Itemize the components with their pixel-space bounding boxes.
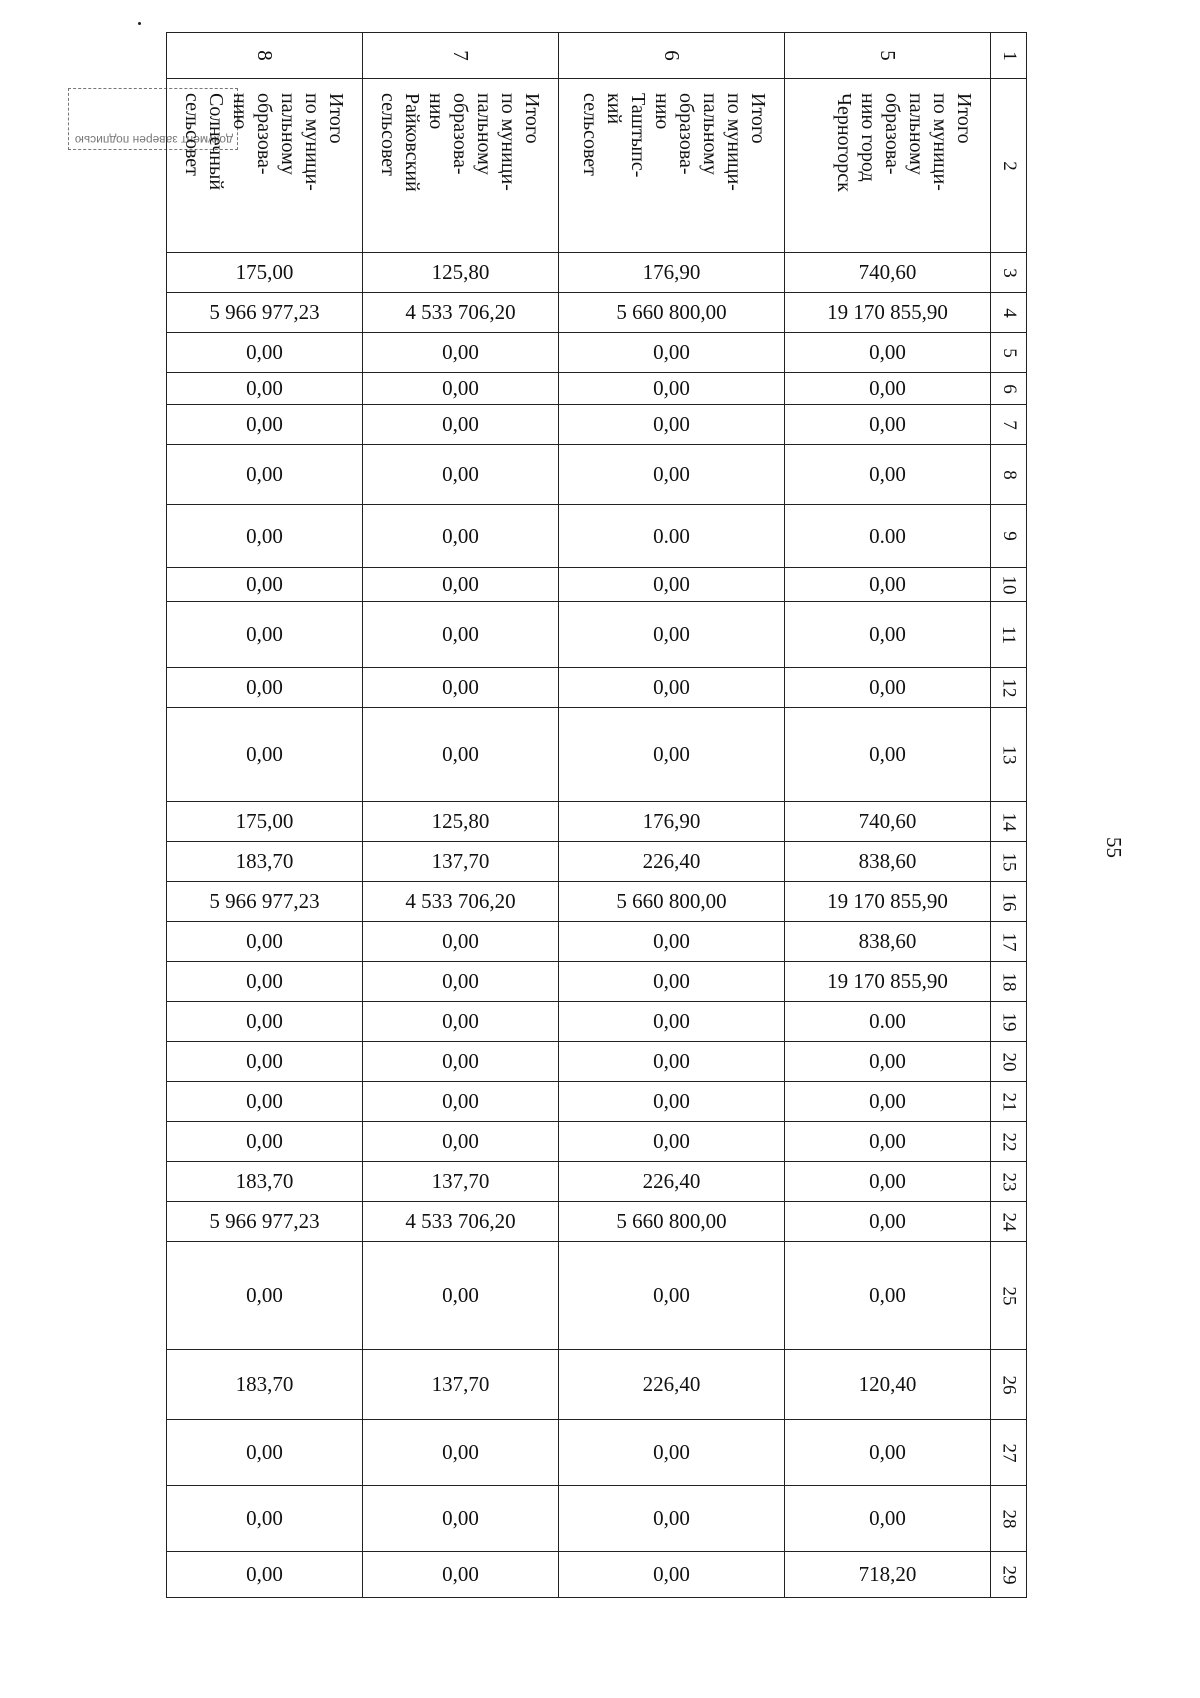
table-cell: 0,00: [559, 1122, 785, 1162]
table-row: [167, 405, 1027, 445]
table-cell: 0,00: [167, 962, 363, 1002]
row-number: 19: [991, 1002, 1027, 1042]
table-row: [167, 373, 1027, 405]
row-number: 11: [991, 602, 1027, 668]
table-cell: 0,00: [363, 708, 559, 802]
table-cell: 183,70: [167, 1162, 363, 1202]
row-number: 16: [991, 882, 1027, 922]
table-cell: 0,00: [167, 1552, 363, 1598]
column-number-row: [167, 33, 1027, 79]
table-row: [167, 1162, 1027, 1202]
table-row: [167, 668, 1027, 708]
table-cell: 0,00: [363, 505, 559, 568]
table-cell: 0,00: [167, 1242, 363, 1350]
table-row: [167, 1350, 1027, 1420]
table-cell: 183,70: [167, 842, 363, 882]
table-row: [167, 1002, 1027, 1042]
table-cell: 125,80: [363, 802, 559, 842]
table-cell: 19 170 855,90: [785, 962, 991, 1002]
table-cell: 0,00: [167, 708, 363, 802]
table-cell: 838,60: [785, 922, 991, 962]
table-row: [167, 568, 1027, 602]
row-number: 10: [991, 568, 1027, 602]
row-number: 20: [991, 1042, 1027, 1082]
table-cell: 0.00: [785, 505, 991, 568]
row-number: 22: [991, 1122, 1027, 1162]
table-cell: 0,00: [785, 708, 991, 802]
table-cell: 0,00: [559, 373, 785, 405]
column-number: 6: [559, 33, 785, 79]
table-cell: 0,00: [167, 333, 363, 373]
header-cell: Итого по муници- пальному образова- нию город Черногорск: [785, 79, 991, 253]
table-row: [167, 505, 1027, 568]
table-cell: 0,00: [559, 405, 785, 445]
table-row: [167, 1486, 1027, 1552]
table-cell: 176,90: [559, 802, 785, 842]
table-cell: 4 533 706,20: [363, 1202, 559, 1242]
table-cell: 5 966 977,23: [167, 1202, 363, 1242]
header-cell: Итого по муници- пальному образова- нию Солнечный сельсовет: [167, 79, 363, 253]
table-cell: 19 170 855,90: [785, 293, 991, 333]
table-cell: 0,00: [559, 1486, 785, 1552]
table-row: [167, 842, 1027, 882]
row-number: 3: [991, 253, 1027, 293]
table-cell: 0,00: [559, 568, 785, 602]
table-cell: 0,00: [363, 1552, 559, 1598]
table-cell: 175,00: [167, 253, 363, 293]
table-cell: 0,00: [785, 1486, 991, 1552]
row-number: 5: [991, 333, 1027, 373]
table-cell: 19 170 855,90: [785, 882, 991, 922]
row-number: 15: [991, 842, 1027, 882]
table-cell: 0,00: [559, 1002, 785, 1042]
table-cell: 0,00: [559, 962, 785, 1002]
table-cell: 226,40: [559, 1162, 785, 1202]
table-cell: 0,00: [785, 405, 991, 445]
row-number: 14: [991, 802, 1027, 842]
table-row: [167, 1242, 1027, 1350]
table-cell: 0.00: [785, 1002, 991, 1042]
table-cell: 183,70: [167, 1350, 363, 1420]
table-cell: 0,00: [363, 1042, 559, 1082]
table-row: [167, 962, 1027, 1002]
table-cell: 0,00: [363, 922, 559, 962]
table-cell: 0,00: [167, 373, 363, 405]
table-row: [167, 1552, 1027, 1598]
table-cell: 125,80: [363, 253, 559, 293]
table-cell: 0,00: [785, 1162, 991, 1202]
table-cell: 4 533 706,20: [363, 882, 559, 922]
table-cell: 0,00: [363, 1242, 559, 1350]
table-cell: 0.00: [559, 505, 785, 568]
table-cell: 0,00: [363, 668, 559, 708]
table-cell: 0,00: [785, 1202, 991, 1242]
row-number: 6: [991, 373, 1027, 405]
table-cell: 0,00: [785, 668, 991, 708]
table-cell: 0,00: [167, 1042, 363, 1082]
row-number: 25: [991, 1242, 1027, 1350]
table-row: [167, 293, 1027, 333]
table-cell: 0,00: [785, 445, 991, 505]
table-row: [167, 1082, 1027, 1122]
table-row: [167, 1042, 1027, 1082]
table-row: [167, 602, 1027, 668]
table-row: [167, 802, 1027, 842]
table-cell: 0,00: [363, 333, 559, 373]
table-cell: 5 966 977,23: [167, 293, 363, 333]
table-cell: 175,00: [167, 802, 363, 842]
header-cell: Итого по муници- пальному образова- нию Таштыпс- кий сельсовет: [559, 79, 785, 253]
table-cell: 0,00: [559, 1242, 785, 1350]
table-cell: 5 660 800,00: [559, 882, 785, 922]
table-cell: 718,20: [785, 1552, 991, 1598]
table-cell: 5 966 977,23: [167, 882, 363, 922]
table-cell: 0,00: [559, 922, 785, 962]
table-cell: 0,00: [559, 1082, 785, 1122]
table-cell: 740,60: [785, 253, 991, 293]
table-cell: 0,00: [167, 1082, 363, 1122]
table-cell: 0,00: [363, 1082, 559, 1122]
row-number: 9: [991, 505, 1027, 568]
table-cell: 0,00: [167, 405, 363, 445]
table-cell: 0,00: [559, 1042, 785, 1082]
table-cell: 0,00: [785, 1082, 991, 1122]
row-number: 24: [991, 1202, 1027, 1242]
table-cell: 0,00: [167, 1122, 363, 1162]
table-cell: 0,00: [785, 602, 991, 668]
table-row: [167, 253, 1027, 293]
table-cell: 0,00: [785, 1242, 991, 1350]
stamp-text: документ заверен подписью: [74, 133, 233, 147]
data-table: [166, 32, 1027, 1598]
row-number: 2: [991, 79, 1027, 253]
table-cell: 0,00: [363, 962, 559, 1002]
table-cell: 0,00: [785, 333, 991, 373]
table-cell: 137,70: [363, 1162, 559, 1202]
row-number: 13: [991, 708, 1027, 802]
table-cell: 0,00: [363, 568, 559, 602]
table-cell: 4 533 706,20: [363, 293, 559, 333]
table-cell: 5 660 800,00: [559, 293, 785, 333]
table-cell: 0,00: [559, 708, 785, 802]
stray-dot: [138, 22, 141, 25]
table-row: [167, 1122, 1027, 1162]
table-cell: 226,40: [559, 1350, 785, 1420]
table-cell: 0,00: [785, 1122, 991, 1162]
header-row: [167, 79, 1027, 253]
table-cell: 226,40: [559, 842, 785, 882]
table-cell: 0,00: [559, 668, 785, 708]
row-number: 21: [991, 1082, 1027, 1122]
table-cell: 0,00: [559, 1552, 785, 1598]
table-row: [167, 1420, 1027, 1486]
table-cell: 0,00: [363, 1122, 559, 1162]
table-cell: 0,00: [363, 1486, 559, 1552]
row-number: 27: [991, 1420, 1027, 1486]
row-number: 8: [991, 445, 1027, 505]
row-number: 17: [991, 922, 1027, 962]
table-cell: 5 660 800,00: [559, 1202, 785, 1242]
table-cell: 0,00: [785, 1420, 991, 1486]
row-number: 4: [991, 293, 1027, 333]
table-cell: 0,00: [559, 1420, 785, 1486]
row-number: 12: [991, 668, 1027, 708]
table-cell: 0,00: [167, 668, 363, 708]
table-cell: 0,00: [785, 373, 991, 405]
table-cell: 0,00: [363, 1002, 559, 1042]
header-cell: Итого по муници- пальному образова- нию Райковский сельсовет: [363, 79, 559, 253]
table-cell: 120,40: [785, 1350, 991, 1420]
row-number: 26: [991, 1350, 1027, 1420]
table-cell: 0,00: [363, 1420, 559, 1486]
table-row: [167, 922, 1027, 962]
row-number: 28: [991, 1486, 1027, 1552]
table-cell: 0,00: [559, 602, 785, 668]
page-number: 55: [1102, 837, 1126, 858]
table-cell: 0,00: [167, 1002, 363, 1042]
row-number: 7: [991, 405, 1027, 445]
table-cell: 0,00: [167, 505, 363, 568]
column-number: 8: [167, 33, 363, 79]
table-cell: 137,70: [363, 842, 559, 882]
table-cell: 176,90: [559, 253, 785, 293]
row-number: 29: [991, 1552, 1027, 1598]
table-cell: 0,00: [363, 405, 559, 445]
table-cell: 0,00: [785, 1042, 991, 1082]
row-number: 18: [991, 962, 1027, 1002]
table-cell: 0,00: [363, 602, 559, 668]
table-cell: 0,00: [167, 922, 363, 962]
table-row: [167, 333, 1027, 373]
table-cell: 0,00: [167, 1420, 363, 1486]
table-cell: 0,00: [785, 568, 991, 602]
table-cell: 740,60: [785, 802, 991, 842]
table-cell: 0,00: [167, 602, 363, 668]
table-row: [167, 445, 1027, 505]
table-cell: 0,00: [559, 445, 785, 505]
table-cell: 0,00: [559, 333, 785, 373]
table-cell: 838,60: [785, 842, 991, 882]
table-cell: 0,00: [363, 373, 559, 405]
table-row: [167, 708, 1027, 802]
row-number: 23: [991, 1162, 1027, 1202]
table-cell: 0,00: [167, 1486, 363, 1552]
table-cell: 0,00: [167, 568, 363, 602]
table-cell: 0,00: [167, 445, 363, 505]
table-row: [167, 882, 1027, 922]
table-cell: 137,70: [363, 1350, 559, 1420]
column-number: 7: [363, 33, 559, 79]
table-row: [167, 1202, 1027, 1242]
column-number: 1: [991, 33, 1027, 79]
column-number: 5: [785, 33, 991, 79]
table-cell: 0,00: [363, 445, 559, 505]
